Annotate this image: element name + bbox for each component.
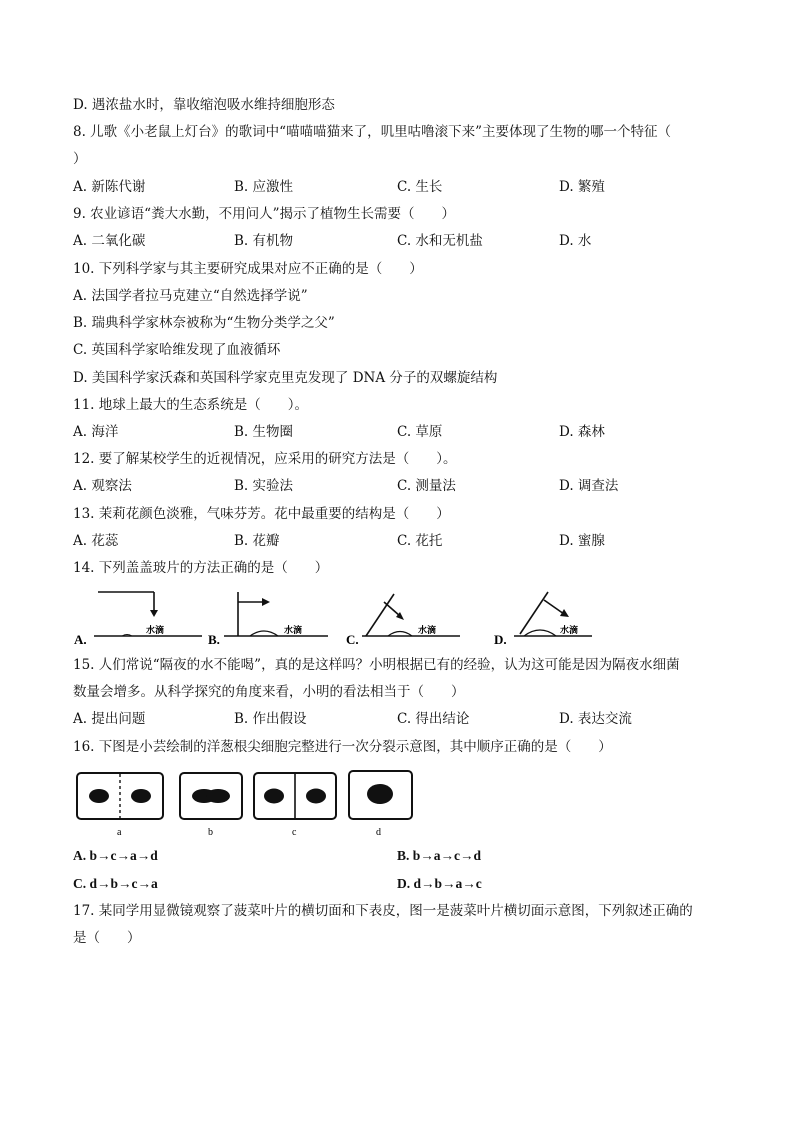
q17-stem: 17. 某同学用显微镜观察了菠菜叶片的横切面和下表皮，图一是菠菜叶片横切面示意图，下列叙述正确的: [73, 903, 693, 919]
q14-panel-b: [208, 592, 328, 647]
q13-stem: 13. 茉莉花颜色淡雅，气味芬芳。花中最重要的结构是（ ）: [73, 506, 450, 522]
q15-option-b: B. 作出假设: [234, 711, 307, 727]
q15-option-d: D. 表达交流: [559, 711, 632, 727]
q9-option-a: A. 二氧化碳: [73, 233, 146, 249]
q10-option-d: D. 美国科学家沃森和英国科学家克里克发现了 DNA 分子的双螺旋结构: [73, 370, 498, 386]
q16-cell-b: [180, 773, 242, 838]
q16-stem: 16. 下图是小芸绘制的洋葱根尖细胞完整进行一次分裂示意图，其中顺序正确的是（ ）: [73, 739, 612, 755]
q16-label-d: d: [376, 827, 381, 838]
q8-stem: 8. 儿歌《小老鼠上灯台》的歌词中“喵喵喵猫来了，叽里咕噜滚下来”主要体现了生物的哪一个特征（: [73, 124, 671, 140]
q16-label-b: b: [208, 827, 213, 838]
q15-stem: 15. 人们常说“隔夜的水不能喝”，真的是这样吗？小明根据已有的经验，认为这可能是因为隔夜水细菌: [73, 657, 680, 673]
q15-stem-cont: 数量会增多。从科学探究的角度来看，小明的看法相当于（ ）: [73, 684, 465, 700]
q16-label-c: c: [292, 827, 297, 838]
q13-option-a: A. 花蕊: [73, 533, 119, 549]
q16-cell-c: [254, 773, 336, 838]
q11-option-a: A. 海洋: [73, 424, 119, 440]
q14-panel-a: [74, 592, 202, 647]
q8-option-b: B. 应激性: [234, 179, 294, 195]
q14-drop-d: 水滴: [560, 625, 579, 635]
q11-stem: 11. 地球上最大的生态系统是（ ）。: [73, 397, 309, 413]
q10-option-a: A. 法国学者拉马克建立“自然选择学说”: [73, 288, 308, 304]
q16-label-a: a: [117, 827, 122, 838]
q16-cell-a: [77, 773, 163, 838]
q14-label-a: A.: [74, 632, 87, 647]
q14-label-c: C.: [346, 632, 359, 647]
q7-option-d: D. 遇浓盐水时，靠收缩泡吸水维持细胞形态: [73, 97, 335, 113]
q12-option-c: C. 测量法: [397, 478, 456, 494]
q10-option-b: B. 瑞典科学家林奈被称为“生物分类学之父”: [73, 315, 335, 331]
q12-option-d: D. 调查法: [559, 478, 619, 494]
q8-option-d: D. 繁殖: [559, 179, 605, 195]
q9-option-b: B. 有机物: [234, 233, 294, 249]
q17-stem-cont: 是（ ）: [73, 930, 141, 946]
q14-label-d: D.: [494, 632, 507, 647]
q14-figure: [72, 586, 592, 648]
q13-option-d: D. 蜜腺: [559, 533, 605, 549]
q14-panel-d: [494, 592, 592, 647]
q16-option-d: D. d→b→a→c: [397, 876, 482, 891]
q16-figure: [74, 767, 419, 839]
q9-option-d: D. 水: [559, 233, 592, 249]
q16-option-a: A. b→c→a→d: [73, 848, 158, 863]
q14-drop-a: 水滴: [146, 625, 165, 635]
q10-option-c: C. 英国科学家哈维发现了血液循环: [73, 342, 281, 358]
q12-option-b: B. 实验法: [234, 478, 294, 494]
q11-option-b: B. 生物圈: [234, 424, 294, 440]
q14-stem: 14. 下列盖盖玻片的方法正确的是（ ）: [73, 560, 329, 576]
q11-option-c: C. 草原: [397, 424, 443, 440]
q13-option-b: B. 花瓣: [234, 533, 280, 549]
q14-label-b: B.: [208, 632, 220, 647]
q10-stem: 10. 下列科学家与其主要研究成果对应不正确的是（ ）: [73, 261, 423, 277]
q16-option-c: C. d→b→c→a: [73, 876, 158, 891]
q14-drop-c: 水滴: [418, 625, 437, 635]
q12-stem: 12. 要了解某校学生的近视情况，应采用的研究方法是（ ）。: [73, 451, 457, 467]
q12-option-a: A. 观察法: [73, 478, 132, 494]
q8-option-c: C. 生长: [397, 179, 443, 195]
q13-option-c: C. 花托: [397, 533, 443, 549]
q9-option-c: C. 水和无机盐: [397, 233, 483, 249]
q8-option-a: A. 新陈代谢: [73, 179, 146, 195]
q14-panel-c: [346, 594, 460, 647]
q16-option-b: B. b→a→c→d: [397, 848, 482, 863]
q15-option-a: A. 提出问题: [73, 711, 146, 727]
q11-option-d: D. 森林: [559, 424, 605, 440]
q8-stem-cont: ）: [73, 151, 87, 167]
q15-option-c: C. 得出结论: [397, 711, 470, 727]
q16-cell-d: [349, 771, 412, 838]
q9-stem: 9. 农业谚语“粪大水勤，不用问人”揭示了植物生长需要（ ）: [73, 206, 455, 222]
q14-drop-b: 水滴: [284, 625, 303, 635]
